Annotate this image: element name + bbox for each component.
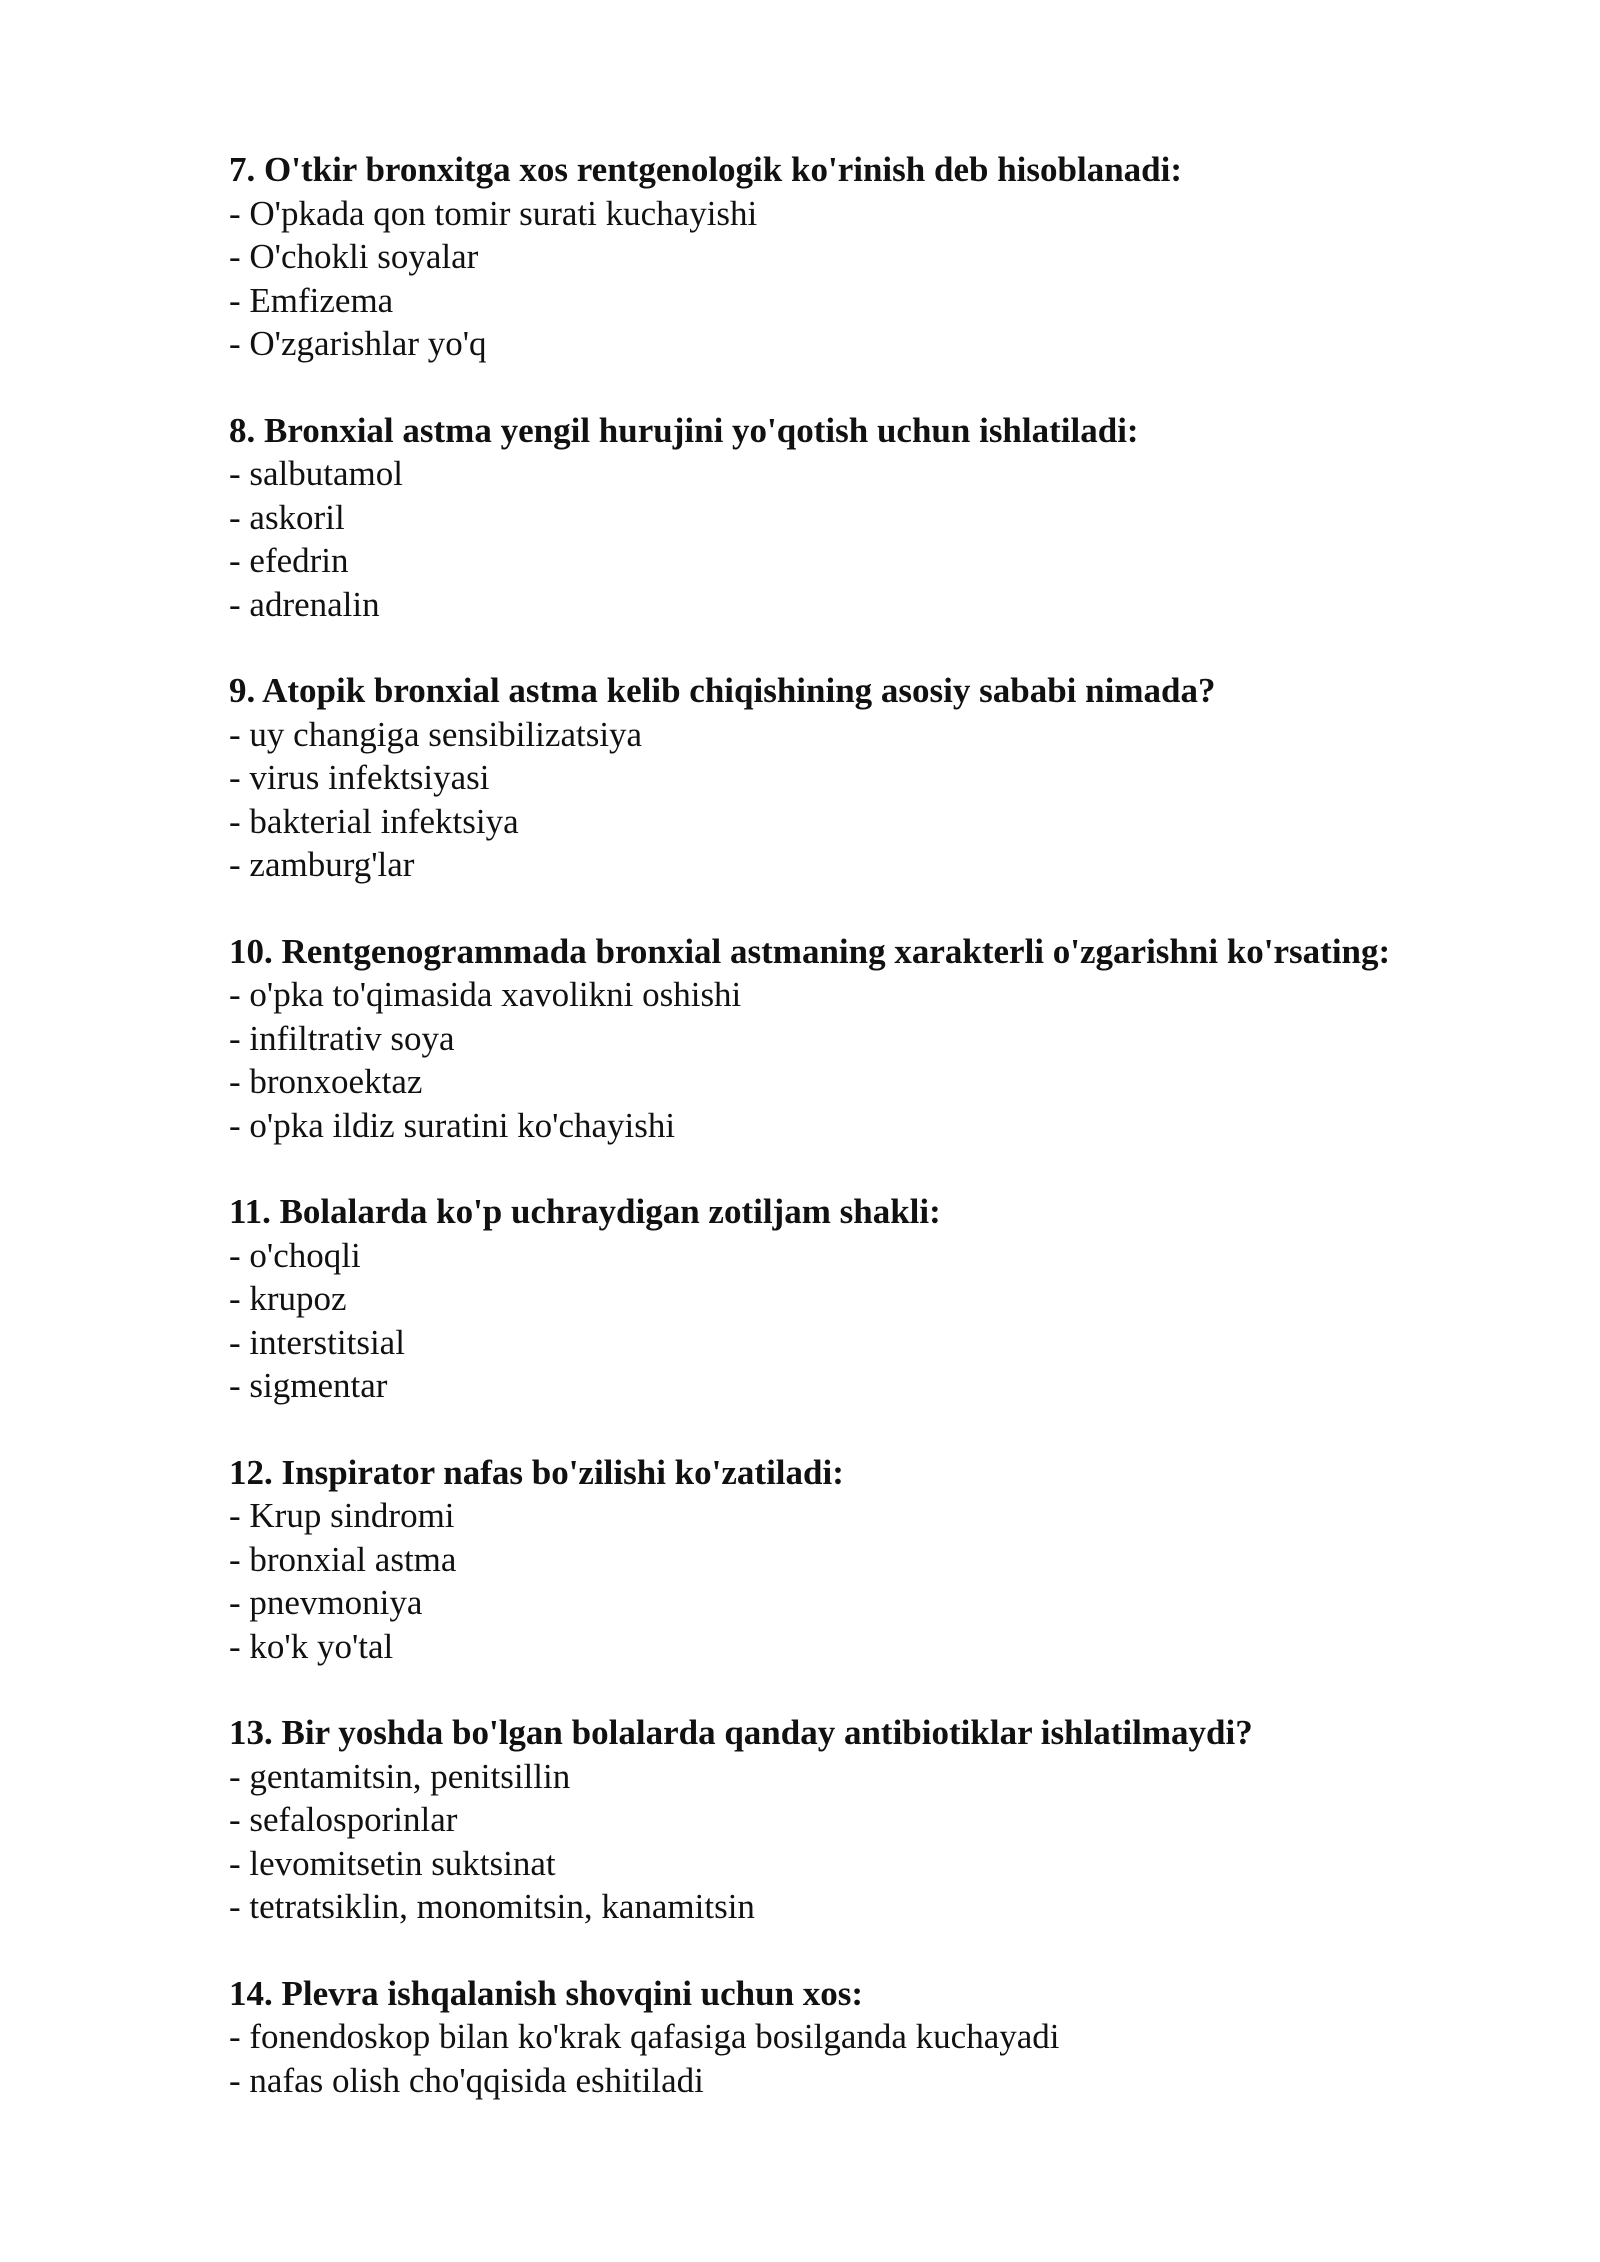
question-title: 13. Bir yoshda bo'lgan bolalarda qanday antibiotiklar ishlatilmaydi? bbox=[229, 1713, 1253, 1752]
answer-option: - infiltrativ soya bbox=[229, 1018, 455, 1058]
answer-option: - uy changiga sensibilizatsiya bbox=[229, 714, 643, 754]
question-14 bbox=[229, 1972, 1559, 2103]
question-9 bbox=[229, 669, 1559, 887]
question-title: 14. Plevra ishqalanish shovqini uchun xos: bbox=[229, 1973, 864, 2013]
answer-option: - Emfizema bbox=[229, 280, 394, 320]
answer-option: - O'chokli soyalar bbox=[229, 237, 479, 276]
answer-option: - virus infektsiyasi bbox=[229, 758, 490, 797]
question-8 bbox=[229, 409, 1559, 627]
answer-option: - efedrin bbox=[229, 541, 349, 580]
question-title: 8. Bronxial astma yengil hurujini yo'qotish uchun ishlatiladi: bbox=[229, 410, 1139, 450]
question-title: 9. Atopik bronxial astma kelib chiqishining asosiy sababi nimada? bbox=[229, 671, 1216, 710]
question-7 bbox=[229, 148, 1559, 366]
question-10 bbox=[229, 930, 1559, 1148]
question-12 bbox=[229, 1451, 1559, 1669]
answer-option: - interstitsial bbox=[229, 1322, 405, 1362]
answer-option: - bronxoektaz bbox=[229, 1062, 423, 1101]
question-list bbox=[229, 148, 1559, 2145]
answer-option: - pnevmoniya bbox=[229, 1583, 423, 1622]
answer-option: - Krup sindromi bbox=[229, 1496, 455, 1535]
answer-option: - tetratsiklin, monomitsin, kanamitsin bbox=[229, 1887, 755, 1926]
answer-option: - sefalosporinlar bbox=[229, 1800, 458, 1839]
question-title: 12. Inspirator nafas bo'zilishi ko'zatiladi: bbox=[229, 1452, 844, 1492]
answer-option: - O'pkada qon tomir surati kuchayishi bbox=[229, 193, 758, 233]
answer-option: - o'pka ildiz suratini ko'chayishi bbox=[229, 1105, 676, 1145]
answer-option: - sigmentar bbox=[229, 1366, 388, 1405]
question-title: 7. O'tkir bronxitga xos rentgenologik ko'rinish deb hisoblanadi: bbox=[229, 150, 1182, 189]
answer-option: - o'pka to'qimasida xavolikni oshishi bbox=[229, 975, 742, 1014]
answer-option: - askoril bbox=[229, 497, 345, 537]
question-13 bbox=[229, 1711, 1559, 1929]
answer-option: - O'zgarishlar yo'q bbox=[229, 324, 487, 363]
answer-option: - salbutamol bbox=[229, 454, 403, 493]
answer-option: - ko'k yo'tal bbox=[229, 1626, 394, 1666]
answer-option: - nafas olish cho'qqisida eshitiladi bbox=[229, 2060, 704, 2100]
answer-option: - bakterial infektsiya bbox=[229, 801, 519, 841]
answer-option: - zamburg'lar bbox=[229, 845, 415, 884]
answer-option: - adrenalin bbox=[229, 584, 380, 624]
answer-option: - fonendoskop bilan ko'krak qafasiga bosilganda kuchayadi bbox=[229, 2017, 1060, 2056]
question-11 bbox=[229, 1190, 1559, 1408]
answer-option: - o'choqli bbox=[229, 1235, 361, 1275]
answer-option: - krupoz bbox=[229, 1279, 347, 1318]
question-title: 11. Bolalarda ko'p uchraydigan zotiljam shakli: bbox=[229, 1192, 941, 1231]
question-title: 10. Rentgenogrammada bronxial astmaning xarakterli o'zgarishni ko'rsating: bbox=[229, 931, 1391, 971]
answer-option: - levomitsetin suktsinat bbox=[229, 1843, 556, 1883]
answer-option: - gentamitsin, penitsillin bbox=[229, 1756, 571, 1796]
answer-option: - bronxial astma bbox=[229, 1539, 457, 1579]
